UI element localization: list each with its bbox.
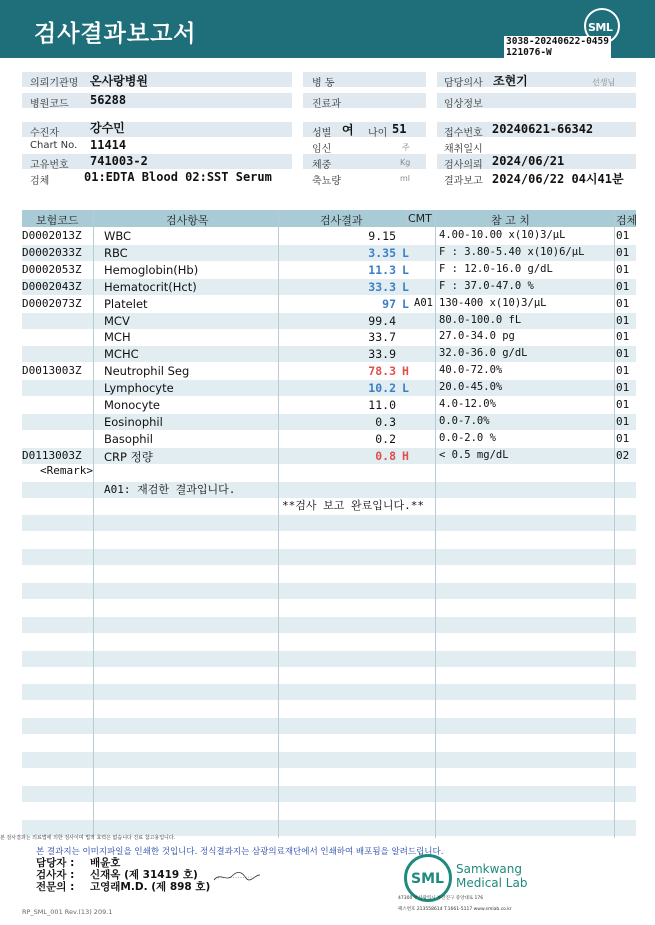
test-item-cell: MCH xyxy=(104,330,131,344)
clinical-info-label: 임상정보 xyxy=(444,99,483,110)
reference-cell: 130-400 x(10)3/μL xyxy=(439,297,547,309)
result-cell: 11.3 xyxy=(368,263,396,277)
stripe xyxy=(22,515,636,531)
reference-cell: 40.0-72.0% xyxy=(439,364,503,376)
specimen-cell: 01 xyxy=(616,314,630,327)
table-row xyxy=(22,262,636,278)
flag-cell: H xyxy=(402,364,409,378)
samkwang-logo-text: SML xyxy=(411,871,444,887)
tester-label: 검사자 : xyxy=(36,869,75,881)
result-cell: 0.2 xyxy=(375,432,396,446)
flag-cell: L xyxy=(402,263,409,277)
document-number-line2: 121076-W xyxy=(506,47,552,58)
table-row xyxy=(22,279,636,295)
receipt-value: 20240621-66342 xyxy=(492,122,594,136)
logo-text: SML xyxy=(588,21,613,34)
receipt-label: 접수번호 xyxy=(444,128,483,139)
test-item-cell: Platelet xyxy=(104,297,148,311)
remark-label: <Remark> xyxy=(40,464,93,477)
result-cell: 78.3 xyxy=(368,364,396,378)
stripe xyxy=(22,718,636,734)
specimen-value: 01:EDTA Blood 02:SST Serum xyxy=(84,170,272,184)
specimen-cell: 01 xyxy=(616,364,630,377)
specimen-cell: 01 xyxy=(616,246,630,259)
collection-label: 채취일시 xyxy=(444,144,483,155)
insurance-code-cell: D0002053Z xyxy=(22,263,82,276)
request-date-label: 검사의뢰 xyxy=(444,160,483,171)
unique-id-label: 고유번호 xyxy=(30,160,69,171)
signature-icon xyxy=(212,868,262,884)
col-test-item: 검사항목 xyxy=(166,214,209,227)
department-label: 진료과 xyxy=(312,99,341,110)
reference-cell: F : 37.0-47.0 % xyxy=(439,280,534,292)
remark-text: A01: 재검한 결과입니다. xyxy=(104,483,236,496)
insurance-code-cell: D0002033Z xyxy=(22,246,82,259)
col-result: 검사결과 xyxy=(320,214,363,227)
reference-cell: F : 3.80-5.40 x(10)6/μL xyxy=(439,246,585,258)
result-cell: 9.15 xyxy=(368,229,396,243)
staff-label: 담당자 : xyxy=(36,857,75,869)
result-cell: 33.9 xyxy=(368,347,396,361)
stripe xyxy=(22,583,636,599)
pregnancy-label: 임신 xyxy=(312,144,332,155)
hospital-code-value: 56288 xyxy=(90,93,127,107)
reference-cell: 20.0-45.0% xyxy=(439,381,503,393)
table-row xyxy=(22,346,636,362)
stripe xyxy=(22,684,636,700)
footnote: 본 검사결과는 의료법에 의한 검사이며 법적 효력은 없습니다 진료 참고용입니다. xyxy=(0,835,176,841)
specimen-cell: 01 xyxy=(616,297,630,310)
stripe xyxy=(22,651,636,667)
result-cell: 0.8 xyxy=(375,449,396,463)
report-complete-text: **검사 보고 완료입니다.** xyxy=(282,499,424,512)
report-title: 검사결과보고서 xyxy=(34,21,197,47)
chart-no-value: 11414 xyxy=(90,138,127,152)
reference-cell: 32.0-36.0 g/dL xyxy=(439,347,528,359)
info-band xyxy=(22,122,292,137)
test-item-cell: MCV xyxy=(104,314,130,328)
sex-label: 성별 xyxy=(312,128,332,139)
result-cell: 33.7 xyxy=(368,330,396,344)
institution-label: 의뢰기관명 xyxy=(30,78,79,89)
insurance-code-cell: D0013003Z xyxy=(22,364,82,377)
test-item-cell: WBC xyxy=(104,229,132,243)
stripe xyxy=(22,752,636,768)
col-cmt: CMT xyxy=(408,212,432,225)
sex-value: 여 xyxy=(342,123,354,137)
age-value: 51 xyxy=(392,122,407,136)
table-row xyxy=(22,380,636,396)
reference-cell: 0.0-2.0 % xyxy=(439,432,496,444)
specimen-label: 검체 xyxy=(30,176,50,187)
reference-cell: 4.00-10.00 x(10)3/μL xyxy=(439,229,566,241)
lab-address xyxy=(398,893,598,915)
reference-cell: F : 12.0-16.0 g/dL xyxy=(439,263,553,275)
table-row xyxy=(22,313,636,329)
flag-cell: L xyxy=(402,381,409,395)
result-cell: 33.3 xyxy=(368,280,396,294)
report-date-value: 2024/06/22 04시41분 xyxy=(492,172,624,186)
test-item-cell: Neutrophil Seg xyxy=(104,364,190,378)
insurance-code-cell: D0002013Z xyxy=(22,229,82,242)
reference-cell: 4.0-12.0% xyxy=(439,398,496,410)
lab-name-line2: Medical Lab xyxy=(456,876,528,890)
urine-label: 축뇨량 xyxy=(312,176,341,187)
table-row xyxy=(22,296,636,312)
pregnancy-unit: 주 xyxy=(402,143,410,152)
flag-cell: L xyxy=(402,280,409,294)
specimen-cell: 01 xyxy=(616,398,630,411)
specimen-cell: 01 xyxy=(616,381,630,394)
flag-cell: L xyxy=(402,246,409,260)
doctor-suffix: 선생님 xyxy=(592,78,616,87)
table-row xyxy=(22,448,636,464)
request-date-value: 2024/06/21 xyxy=(492,154,565,168)
specimen-cell: 01 xyxy=(616,229,630,242)
insurance-code-cell: D0113003Z xyxy=(22,449,82,462)
doctor-value: 조현기 xyxy=(493,74,528,88)
table-row xyxy=(22,329,636,345)
test-item-cell: Hemoglobin(Hb) xyxy=(104,263,199,277)
table-row xyxy=(22,228,636,244)
patient-label: 수진자 xyxy=(30,128,59,139)
ward-label: 병 동 xyxy=(312,78,335,89)
age-label: 나이 xyxy=(368,128,388,139)
specimen-cell: 02 xyxy=(616,449,630,462)
staff-value: 배윤호 xyxy=(90,857,121,869)
institution-value: 온사랑병원 xyxy=(90,74,148,88)
stripe xyxy=(22,549,636,565)
specialist-label: 전문의 : xyxy=(36,881,75,893)
stripe xyxy=(22,786,636,802)
notice-text: 본 결과지는 이미지파일을 인쇄한 것입니다. 정식결과지는 삼광의료재단에서 인쇄하여 배포됨을 알려드립니다. xyxy=(36,847,444,857)
lab-name-line1: Samkwang xyxy=(456,862,522,876)
specialist-value: 고영래M.D. (제 898 호) xyxy=(90,881,211,893)
doctor-label: 담당의사 xyxy=(444,78,483,89)
test-item-cell: Lymphocyte xyxy=(104,381,174,395)
result-cell: 3.35 xyxy=(368,246,396,260)
specimen-cell: 01 xyxy=(616,432,630,445)
table-row xyxy=(22,414,636,430)
table-row xyxy=(22,245,636,261)
flag-cell: H xyxy=(402,449,409,463)
col-reference: 참 고 치 xyxy=(491,214,530,227)
chart-no-label: Chart No. xyxy=(30,140,78,151)
specimen-cell: 01 xyxy=(616,415,630,428)
result-cell: 10.2 xyxy=(368,381,396,395)
result-cell: 99.4 xyxy=(368,314,396,328)
table-row xyxy=(22,397,636,413)
insurance-code-cell: D0002043Z xyxy=(22,280,82,293)
weight-unit: Kg xyxy=(400,158,411,167)
report-date-label: 결과보고 xyxy=(444,176,483,187)
table-row xyxy=(22,431,636,447)
document-number xyxy=(504,36,611,58)
hospital-code-label: 병원코드 xyxy=(30,99,69,110)
result-cell: 0.3 xyxy=(375,415,396,429)
col-insurance-code: 보험코드 xyxy=(36,214,79,227)
flag-cell: L xyxy=(402,297,409,311)
result-cell: 11.0 xyxy=(368,398,396,412)
test-item-cell: Monocyte xyxy=(104,398,160,412)
cmt-cell: A01 xyxy=(414,297,433,309)
reference-cell: 27.0-34.0 pg xyxy=(439,330,515,342)
specimen-cell: 01 xyxy=(616,280,630,293)
insurance-code-cell: D0002073Z xyxy=(22,297,82,310)
column-divider xyxy=(406,210,407,227)
specimen-cell: 01 xyxy=(616,330,630,343)
test-item-cell: Hematocrit(Hct) xyxy=(104,280,197,294)
table-row xyxy=(22,363,636,379)
reference-cell: 80.0-100.0 fL xyxy=(439,314,522,326)
lab-address-line1: 47300 부산광역시 부산진구 중앙대로 176 xyxy=(398,896,484,901)
urine-unit: ml xyxy=(400,174,411,183)
stripe xyxy=(22,617,636,633)
lab-name xyxy=(456,862,527,890)
test-item-cell: Basophil xyxy=(104,432,153,446)
weight-label: 체중 xyxy=(312,160,332,171)
revision-code: RP_SML_001 Rev.(13) 209.1 xyxy=(22,908,113,916)
test-item-cell: CRP 정량 xyxy=(104,450,153,464)
document-number-line1: 3038-20240622-0459 xyxy=(506,36,609,47)
patient-value: 강수민 xyxy=(90,121,125,135)
specimen-cell: 01 xyxy=(616,263,630,276)
tester-value: 신재옥 (제 31419 호) xyxy=(90,869,198,881)
result-cell: 97 xyxy=(382,297,396,311)
specimen-cell: 01 xyxy=(616,347,630,360)
lab-address-line2: 팩스번호 213558614 T.1661-5117 www.smlab.co.kr xyxy=(398,907,512,912)
test-item-cell: MCHC xyxy=(104,347,139,361)
test-item-cell: Eosinophil xyxy=(104,415,163,429)
test-item-cell: RBC xyxy=(104,246,128,260)
reference-cell: 0.0-7.0% xyxy=(439,415,490,427)
unique-id-value: 741003-2 xyxy=(90,154,148,168)
reference-cell: < 0.5 mg/dL xyxy=(439,449,509,461)
col-specimen: 검체 xyxy=(616,214,638,227)
